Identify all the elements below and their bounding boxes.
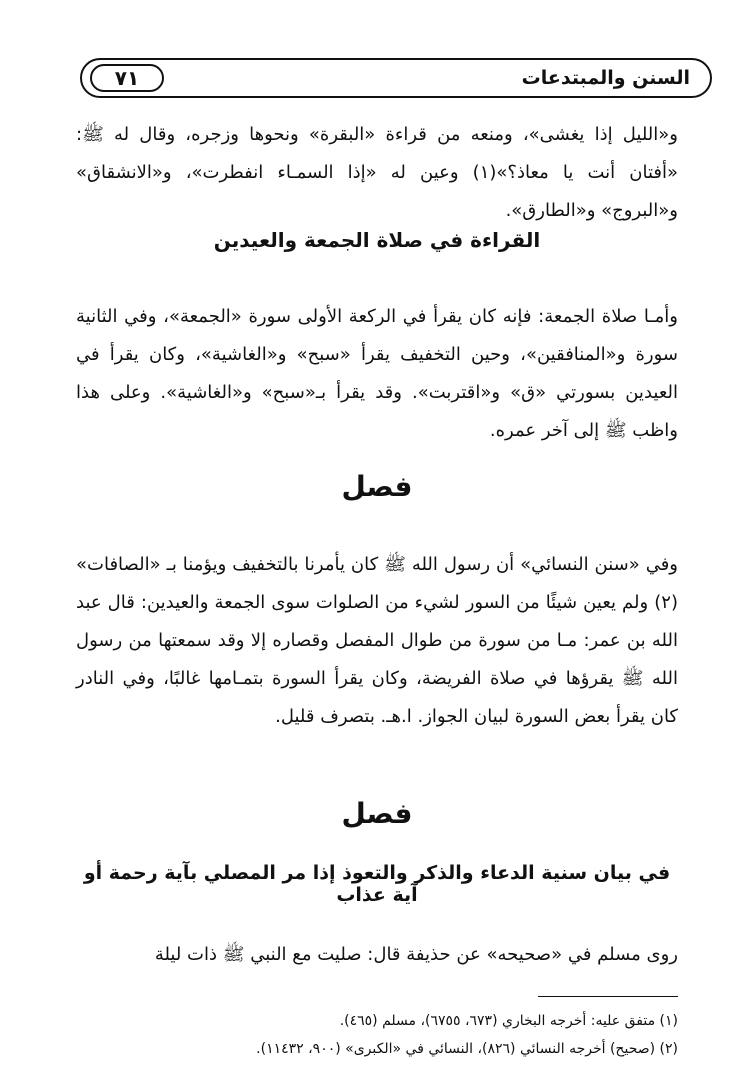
paragraph-1-block	[76, 116, 678, 230]
chapter-heading-fasl-1: فصل	[341, 470, 413, 503]
fasl-2-block	[76, 797, 678, 830]
page-number: ٧١	[90, 64, 164, 92]
section-heading-friday-eid: القراءة في صلاة الجمعة والعيدين	[213, 228, 541, 252]
paragraph-3: وفي «سنن النسائي» أن رسول الله ﷺ كان يأمرنا بالتخفيف ويؤمنا بـ «الصافات» (٢) ولم يعين شيئًا من السور لشيء من الصلوات سوى الجمعة والعيدين: قال عبد الله بن عمر: مـا من سورة من طوال المفصل وقصاره إلا وقد سمعتها من رسول الله ﷺ يقرؤها في صلاة الفريضة، وكان يقرأ السورة بتمـامها غالبًا، وفي النادر كان يقرأ بعض السورة لبيان الجواز. ا.هـ. بتصرف قليل.	[76, 554, 678, 727]
heading-1-block	[76, 228, 678, 252]
paragraph-4-block	[76, 936, 678, 974]
fasl-1-block	[76, 470, 678, 503]
header-title: السنن والمبتدعات	[521, 67, 690, 89]
footnote-1: (١) متفق عليه: أخرجه البخاري (٦٧٣، ٦٧٥٥)، مسلم (٤٦٥).	[339, 1013, 678, 1029]
running-header	[80, 58, 712, 98]
paragraph-3-block	[76, 546, 678, 736]
footnote-divider	[538, 996, 678, 997]
paragraph-2: وأمـا صلاة الجمعة: فإنه كان يقرأ في الركعة الأولى سورة «الجمعة»، وفي الثانية سورة و«المنافقين»، وحين التخفيف يقرأ «سبح» و«الغاشية»، وكان يقرأ في العيدين بسورتي «ق» و«اقتربت». وقد يقرأ بـ«سبح» و«الغاشية». وعلى هذا واظب ﷺ إلى آخر عمره.	[76, 306, 678, 441]
footnote-2: (٢) (صحيح) أخرجه النسائي (٨٢٦)، النسائي في «الكبرى» (٩٠٠، ١١٤٣٢).	[256, 1041, 678, 1057]
heading-2-block	[76, 862, 678, 906]
paragraph-1: و«الليل إذا يغشى»، ومنعه من قراءة «البقرة» ونحوها وزجره، وقال له ﷺ: «أفتان أنت يا معاذ؟»(١) وعين له «إذا السمـاء انفطرت»، و«الانشقاق» و«البروج» و«الطارق».	[76, 124, 678, 221]
paragraph-4: روى مسلم في «صحيحه» عن حذيفة قال: صليت مع النبي ﷺ ذات ليلة	[154, 944, 678, 965]
paragraph-2-block	[76, 298, 678, 450]
section-heading-supplication: في بيان سنية الدعاء والذكر والتعوذ إذا مر المصلي بآية رحمة أو آية عذاب	[83, 862, 671, 906]
chapter-heading-fasl-2: فصل	[341, 797, 413, 830]
